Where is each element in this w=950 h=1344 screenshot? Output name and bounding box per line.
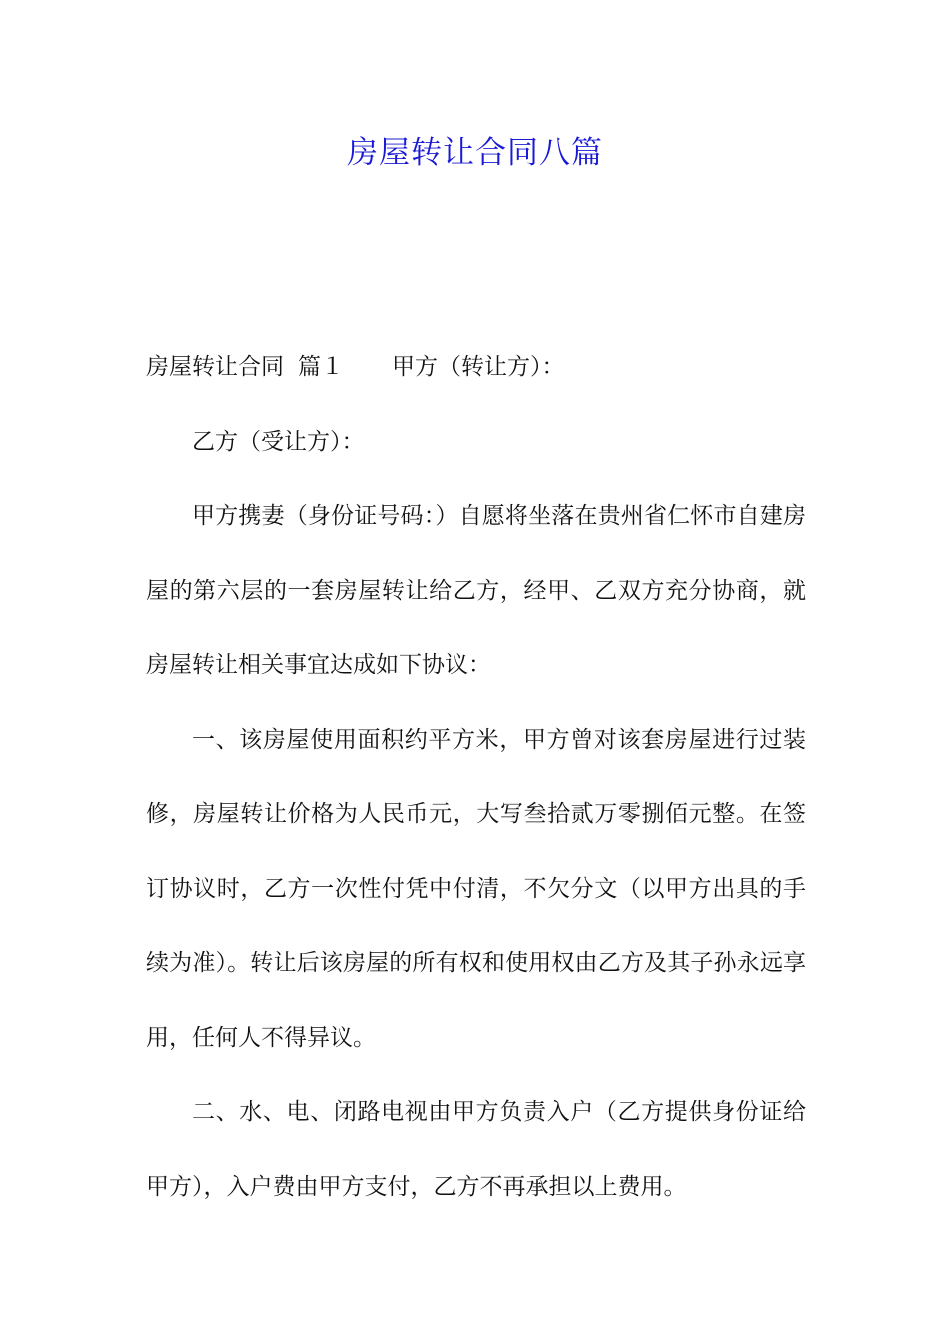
party-a-label: 甲方（转让方）： [392,354,565,380]
document-title: 房屋转让合同八篇 [347,135,603,171]
contract-heading-line [146,330,806,405]
paragraph-clause-2: 二、水、电、闭路电视由甲方负责入户（乙方提供身份证给甲方），入户费由甲方支付，乙方不再承担以上费用。 [146,1099,806,1200]
contract-heading-label: 房屋转让合同 [146,354,284,380]
contract-heading-number: 篇１ [298,354,344,380]
paragraph-intro: 甲方携妻（身份证号码：）自愿将坐落在贵州省仁怀市自建房屋的第六层的一套房屋转让给乙方，经甲、乙双方充分协商，就房屋转让相关事宜达成如下协议： [146,503,806,678]
document-body [146,330,806,1224]
paragraph-clause-1: 一、该房屋使用面积约平方米，甲方曾对该套房屋进行过装修，房屋转让价格为人民币元，大写叁拾贰万零捌佰元整。在签订协议时，乙方一次性付凭中付清，不欠分文（以甲方出具的手续为准）。转让后该房屋的所有权和使用权由乙方及其子孙永远享用，任何人不得异议。 [146,726,806,1051]
paragraph-party-b: 乙方（受让方）： [192,428,365,455]
